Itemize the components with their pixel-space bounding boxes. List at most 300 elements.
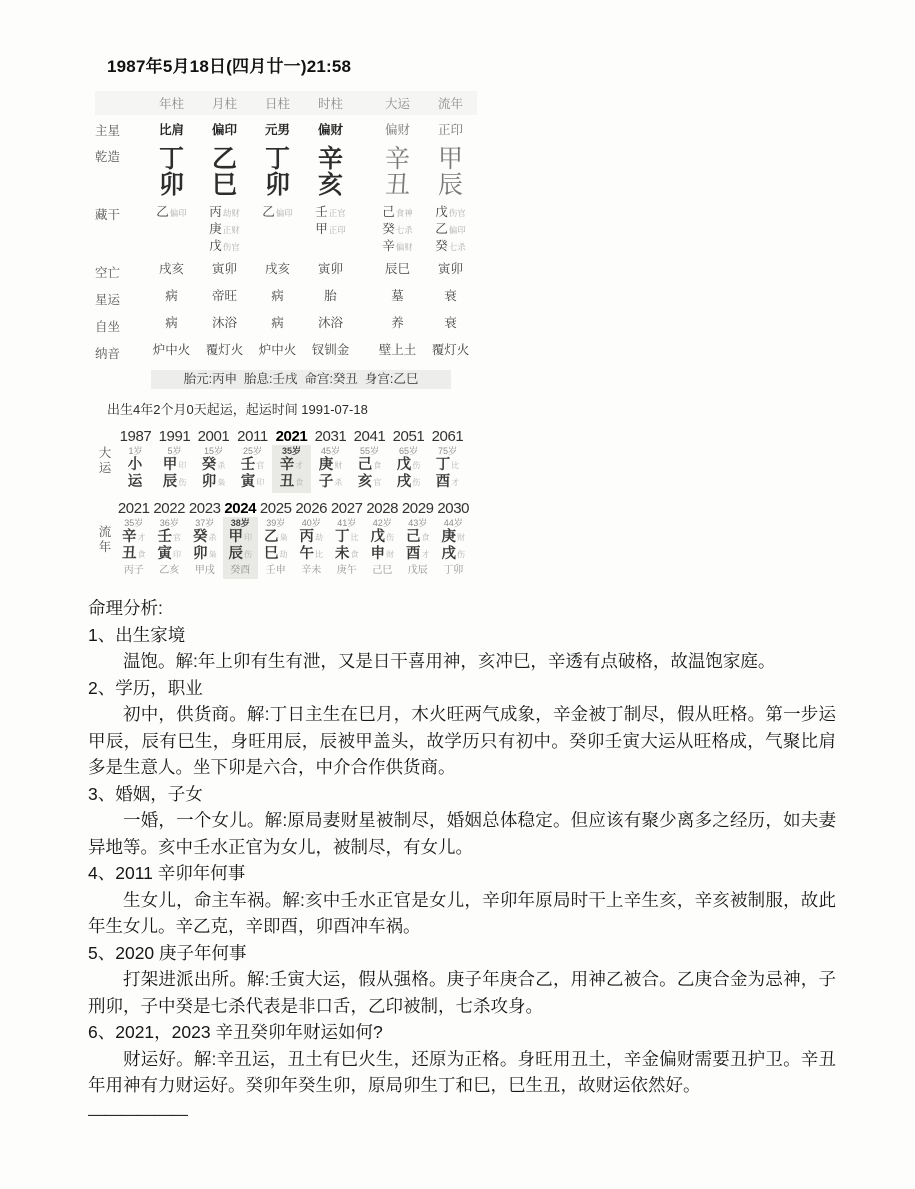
cycle-stem-line [155,457,194,474]
hidden-stems-cell [304,204,357,255]
cycle-stem-line [329,529,365,546]
cycle-stem-god: 官 [256,461,265,470]
birth-datetime-title: 1987年5月18日(四月廿一)21:58 [107,57,352,76]
heavenly-stem: 乙 [211,145,237,173]
cycle-stem-line [194,457,233,474]
cycle-year: 2023 [188,500,221,517]
star-stage-value: 帝旺 [211,289,237,303]
cycle-age: 36岁 [159,518,179,528]
cycle-age: 55岁 [359,446,379,456]
cycle-pillar-body [194,445,233,493]
cycle-stem: 己 [406,529,421,545]
header-label-spacer [95,94,145,95]
cycle-stem-line [400,529,436,546]
ten-god-label: 偏印 [169,208,187,218]
ten-god-label: 七杀 [395,225,413,235]
cycle-stem-line [294,529,330,546]
self-seat-value: 衰 [444,316,457,330]
cycle-branch: 酉 [435,474,451,490]
cycle-stem: 癸 [201,457,217,473]
liunian-column [400,500,436,579]
cycle-stem: 乙 [264,529,279,545]
cycle-year: 2011 [237,428,268,445]
dayun-column [428,428,467,493]
pillars-row [95,146,477,198]
ten-god-label: 正印 [328,225,346,235]
cycle-year: 2031 [314,428,347,445]
cycle-stem: 己 [357,457,373,473]
pillar [304,146,357,198]
cycle-year: 2051 [392,428,425,445]
cycle-year: 2027 [330,500,363,517]
analysis-section [88,595,836,1127]
cycle-branch: 午 [299,546,314,562]
cycle-pillar-body [365,517,401,579]
cycle-stem: 小 [127,457,143,473]
void-branches-row [95,262,477,281]
liunian-columns [116,500,471,579]
cycle-pillar-body [187,517,223,579]
main-star-value: 偏财 [384,123,410,137]
void-branches-value: 辰巳 [384,262,410,276]
heavenly-stem: 辛 [384,145,410,173]
cycle-branch-god: 食 [295,478,304,487]
cycle-stem-god: 才 [295,461,304,470]
earthly-branch: 辰 [437,171,463,199]
row-label-zizuo: 自坐 [95,320,121,334]
cycle-pillar-body [223,517,259,579]
liunian-column [436,500,472,579]
hidden-stems-cell [371,204,424,255]
dayun-column [233,428,272,493]
cycle-stem-god: 伤 [386,533,394,542]
self-seat-value: 沐浴 [211,316,237,330]
cycle-year: 2028 [366,500,399,517]
cycle-year: 2030 [437,500,470,517]
cycle-branch: 申 [370,546,385,562]
star-stage-row [95,289,477,308]
ten-god-label: 偏印 [275,208,293,218]
liunian-column [365,500,401,579]
nayin-value: 炉中火 [152,343,191,357]
cycle-year: 2022 [153,500,186,517]
cycle-age: 75岁 [437,446,457,456]
cycle-age: 1岁 [128,446,143,456]
cycle-stem: 甲 [162,457,178,473]
dayun-table [97,428,915,493]
cycle-year: 2001 [197,428,230,445]
cycle-stem-line [365,529,401,546]
cycle-branch: 辰 [228,546,243,562]
cycle-stem-god: 枭 [279,533,288,542]
cycle-branch-god: 比 [315,550,323,559]
dayun-columns [116,428,467,493]
cycle-branch-line [350,474,389,491]
minor-luck-pillar: 丁卯 [443,565,464,576]
analysis-paragraph: 5、2020 庚子年何事 [88,942,247,963]
hidden-stem: 乙 [156,205,169,219]
main-star-value: 偏财 [317,123,343,137]
cycle-pillar-body [311,445,350,493]
nayin-row [95,343,477,362]
cycle-stem: 戊 [396,457,412,473]
row-label-qianzao: 乾造 [95,150,121,164]
pillar-column-header: 日柱 [264,97,290,111]
minor-luck-pillar: 戊辰 [407,565,428,576]
cycle-pillar-body [400,517,436,579]
cycle-branch-line [428,474,467,491]
liunian-table [97,500,915,579]
hidden-stems-cell [198,204,251,255]
cycle-year: 1987 [119,428,152,445]
hidden-stems-cells [145,204,477,255]
hidden-stem: 戊 [209,239,222,253]
row-label-xingyun: 星运 [95,293,121,307]
earthly-branch: 卯 [264,171,290,199]
earthly-branch: 卯 [158,171,184,199]
pillar-cells [145,146,477,198]
analysis-paragraph: 6、2021，2023 辛丑癸卯年财运如何? [88,1022,383,1042]
minor-luck-pillar: 庚午 [336,565,357,576]
cycle-age: 65岁 [398,446,418,456]
analysis-paragraph: 1、出生家境 [88,624,186,645]
cycle-branch-line [400,546,436,563]
chart-header-cells [145,94,477,112]
hidden-stem: 己 [382,205,395,219]
cycle-stem: 丁 [335,529,350,545]
cycle-age: 15岁 [203,446,223,456]
cycle-branch: 戌 [396,474,412,490]
cycle-branch-line [116,474,155,491]
cycle-stem-god: 才 [137,533,146,542]
cycle-stem-god: 财 [334,461,343,470]
cycle-pillar-body [436,517,472,579]
cycle-stem: 辛 [122,529,137,545]
nayin-value: 炉中火 [258,343,297,357]
self-seat-value: 病 [271,316,284,330]
cycle-pillar-body [428,445,467,493]
cycle-stem-god: 财 [457,533,465,542]
cycle-year: 2021 [117,500,150,517]
nayin-value: 覆灯火 [431,343,470,357]
dayun-column [389,428,428,493]
void-branches-value: 寅卯 [211,262,237,276]
cycle-branch-god: 财 [386,550,394,559]
cycle-stem-line [116,529,152,546]
minor-luck-pillar: 己巳 [372,565,393,576]
cycle-stem: 壬 [157,529,172,545]
cycle-branch-god: 枭 [208,550,217,559]
cycle-branch-god: 食 [350,550,359,559]
ten-god-label: 偏财 [395,242,413,252]
ten-god-label: 劫财 [222,208,240,218]
main-star-value: 正印 [437,123,463,137]
palaces-band: 胎元:丙申 胎息:壬戌 命宫:癸丑 身宫:乙巳 [151,370,451,389]
cycle-age: 35岁 [124,518,144,528]
cycle-stem: 壬 [240,457,256,473]
pillar [251,146,304,198]
liunian-column [294,500,330,579]
cycle-pillar-body [272,445,311,493]
cycle-branch: 亥 [357,474,373,490]
ten-god-label: 正官 [328,208,346,218]
cycle-pillar-body [116,517,152,579]
cycle-branch-line [329,546,365,563]
cycle-stem-line [187,529,223,546]
cycle-stem-god: 印 [244,533,252,542]
cycle-branch: 戌 [441,546,456,562]
cycle-branch-line [116,546,152,563]
minor-luck-pillar: 丙子 [123,565,144,576]
cycle-stem: 甲 [228,529,243,545]
self-seat-value: 养 [391,316,404,330]
chart-header-row [95,91,477,115]
hidden-stems-cell [145,204,198,255]
cycle-branch-god: 枭 [217,478,226,487]
void-branches-value: 戌亥 [158,262,184,276]
analysis-paragraph: 一婚，一个女儿。解:原局妻财星被制尽，婚姻总体稳定。但应该有聚少离多之经历，如夫妻异地等。亥中壬水正官为女儿，被制尽，有女儿。 [88,810,836,857]
pillar [424,146,477,198]
cycle-branch-god: 食 [137,550,146,559]
hidden-stem: 癸 [435,239,448,253]
heavenly-stem: 甲 [437,145,463,173]
minor-luck-pillar: 乙亥 [159,565,180,576]
cycle-stem: 丙 [299,529,314,545]
cycle-branch: 辰 [162,474,178,490]
hidden-stem: 壬 [315,205,328,219]
hidden-stem: 庚 [209,222,222,236]
cycle-stem: 庚 [318,457,334,473]
hidden-stem: 丙 [209,205,222,219]
cycle-age: 45岁 [320,446,340,456]
analysis-paragraph: 生女儿，命主车祸。解:亥中壬水正官是女儿，辛卯年原局时干上辛生亥，辛亥被制服，故此年生女儿。辛乙克，辛即酉，卯酉冲车祸。 [88,889,836,936]
minor-luck-pillar: 甲戌 [194,565,215,576]
nayin-value: 壁上土 [378,343,417,357]
hidden-stem: 乙 [262,205,275,219]
cycle-stem-line [233,457,272,474]
nayin-value: 覆灯火 [205,343,244,357]
pillar [145,146,198,198]
hidden-stem: 乙 [435,222,448,236]
ten-god-label: 伤官 [222,242,240,252]
cycle-branch: 未 [335,546,350,562]
cycle-age: 38岁 [230,518,250,528]
cycle-year: 2024 [224,500,257,517]
cycle-stem: 戊 [370,529,385,545]
cycle-age: 40岁 [301,518,321,528]
cycle-stem-line [272,457,311,474]
cycle-branch: 运 [127,474,143,490]
cycle-branch-line [194,474,233,491]
cycle-branch: 寅 [157,546,172,562]
cycle-branch-line [311,474,350,491]
cycle-age: 25岁 [242,446,262,456]
cycle-year: 2026 [295,500,328,517]
cycle-pillar-body [152,517,188,579]
luck-start-line: 出生4年2个月0天起运，起运时间 1991-07-18 [107,402,368,417]
cycle-stem-god: 官 [173,533,181,542]
cycle-age: 39岁 [266,518,286,528]
cycle-stem-god: 食 [421,533,430,542]
cycle-branch-god: 才 [421,550,430,559]
hidden-stem: 辛 [382,239,395,253]
cycle-stem-line [258,529,294,546]
cycle-pillar-body [329,517,365,579]
hidden-stem: 癸 [382,222,395,236]
hidden-stems-cell [251,204,304,255]
hidden-stems-row [95,204,477,255]
dayun-column [311,428,350,493]
star-stage-value: 衰 [444,289,457,303]
minor-luck-pillar: 癸酉 [230,565,251,576]
cycle-branch-line [365,546,401,563]
analysis-blocks [88,622,836,1099]
cycle-branch-god: 劫 [279,550,288,559]
cycle-age: 42岁 [372,518,392,528]
dayun-column [155,428,194,493]
cycle-stem-god: 食 [373,461,382,470]
analysis-paragraph: 4、2011 辛卯年何事 [88,863,246,883]
dayun-column [272,428,311,493]
cycle-year: 2029 [401,500,434,517]
hidden-stem: 甲 [315,222,328,236]
cycle-stem: 庚 [441,529,456,545]
cycle-branch: 寅 [240,474,256,490]
nayin-value: 钗钏金 [311,343,350,357]
analysis-paragraph: 初中，供货商。解:丁日主生在巳月，木火旺两气成象，辛金被丁制尽，假从旺格。第一步运甲辰，辰有巳生，身旺用辰，辰被甲盖头，故学历只有初中。癸卯壬寅大运从旺格成，气聚比肩多是生意人。坐下卯是六合，中介合作供货商。 [88,704,836,777]
cycle-stem-line [436,529,472,546]
liunian-column [187,500,223,579]
ten-god-label: 食神 [395,208,413,218]
cycle-branch: 酉 [406,546,421,562]
liunian-column [152,500,188,579]
cycle-branch: 丑 [122,546,137,562]
cycle-branch: 卯 [201,474,217,490]
row-label-zhuxing: 主星 [95,124,121,138]
cycle-stem-god: 比 [451,461,460,470]
dayun-label-char: 运 [98,460,112,475]
row-label-kongwang: 空亡 [95,266,121,280]
analysis-paragraph: 2、学历，职业 [88,677,203,698]
liunian-column [116,500,152,579]
pillar [198,146,251,198]
analysis-paragraph: 财运好。解:辛丑运，丑土有巳火生，还原为正格。身旺用丑土，辛金偏财需要丑护卫。辛丑年用神有力财运好。癸卯年癸生卯，原局卯生丁和巳，巳生丑，故财运依然好。 [88,1048,836,1095]
main-stars-row [95,120,477,139]
hidden-stems-cell [424,204,477,255]
cycle-stem-god: 比 [350,533,359,542]
cycle-pillar-body [389,445,428,493]
cycle-branch-line [187,546,223,563]
row-label-canggan: 藏干 [95,208,121,222]
cycle-pillar-body [233,445,272,493]
cycle-pillar-body [116,445,155,493]
pillar-column-header: 时柱 [317,97,343,111]
hidden-stem: 戊 [435,205,448,219]
star-stage-value: 墓 [391,289,404,303]
cycle-year: 2025 [259,500,292,517]
cycle-stem-god: 杀 [208,533,217,542]
row-label-nayin: 纳音 [95,347,121,361]
cycle-branch-god: 印 [256,478,265,487]
cycle-stem-line [428,457,467,474]
void-branches-value: 寅卯 [437,262,463,276]
pillar-column-header: 年柱 [158,97,184,111]
main-star-value: 元男 [264,123,290,137]
star-stage-value: 病 [165,289,178,303]
pillar-column-header: 流年 [437,97,463,111]
self-seat-row [95,316,477,335]
cycle-age: 5岁 [167,446,182,456]
cycle-branch: 巳 [264,546,279,562]
signature-dashes: —————— [88,1103,187,1124]
cycle-pillar-body [258,517,294,579]
pillar [371,146,424,198]
cycle-year: 2061 [431,428,464,445]
cycle-pillar-body [350,445,389,493]
cycle-stem-god: 杀 [217,461,226,470]
cycle-branch-god: 伤 [412,478,421,487]
main-star-value: 比肩 [158,123,184,137]
cycle-year: 2041 [353,428,386,445]
liunian-column [223,500,259,579]
cycle-branch-line [272,474,311,491]
cycle-age: 44岁 [443,518,463,528]
analysis-paragraph: 温饱。解:年上卯有生有泄，又是日干喜用神，亥冲巳，辛透有点破格，故温饱家庭。 [123,651,776,671]
cycle-stem-line [116,457,155,474]
minor-luck-pillar: 辛未 [301,565,322,576]
dayun-column [350,428,389,493]
main-star-value: 偏印 [211,123,237,137]
dayun-label [97,446,113,476]
cycle-branch-god: 印 [173,550,181,559]
earthly-branch: 亥 [317,171,343,199]
cycle-branch: 子 [318,474,334,490]
liunian-column [329,500,365,579]
cycle-branch-god: 才 [451,478,460,487]
ten-god-label: 七杀 [448,242,466,252]
cycle-branch-god: 伤 [457,550,465,559]
heavenly-stem: 辛 [317,145,343,173]
cycle-pillar-body [294,517,330,579]
cycle-stem-line [311,457,350,474]
cycle-year: 1991 [158,428,191,445]
pillar-column-header: 大运 [384,97,410,111]
cycle-age: 35岁 [281,446,301,456]
heavenly-stem: 丁 [264,145,290,173]
cycle-stem: 辛 [279,457,295,473]
heavenly-stem: 丁 [158,145,184,173]
dayun-column [116,428,155,493]
analysis-heading: 命理分析: [88,598,163,618]
cycle-stem-line [389,457,428,474]
cycle-branch-line [233,474,272,491]
cycle-age: 37岁 [195,518,215,528]
ten-god-label: 正财 [222,225,240,235]
cycle-branch-line [294,546,330,563]
liunian-label-char: 流 [98,524,112,539]
analysis-paragraph: 打架进派出所。解:壬寅大运，假从强格。庚子年庚合乙，用神乙被合。乙庚合金为忌神，子刑卯，子中癸是七杀代表是非口舌，乙印被制，七杀攻身。 [88,969,836,1016]
cycle-age: 43岁 [408,518,428,528]
pillar-column-header: 月柱 [211,97,237,111]
self-seat-value: 沐浴 [317,316,343,330]
cycle-pillar-body [155,445,194,493]
cycle-stem-god: 伤 [412,461,421,470]
main-stars-cells [145,120,477,138]
cycle-stem: 丁 [435,457,451,473]
cycle-branch-god: 伤 [244,550,252,559]
cycle-stem-line [350,457,389,474]
cycle-stem-line [152,529,188,546]
